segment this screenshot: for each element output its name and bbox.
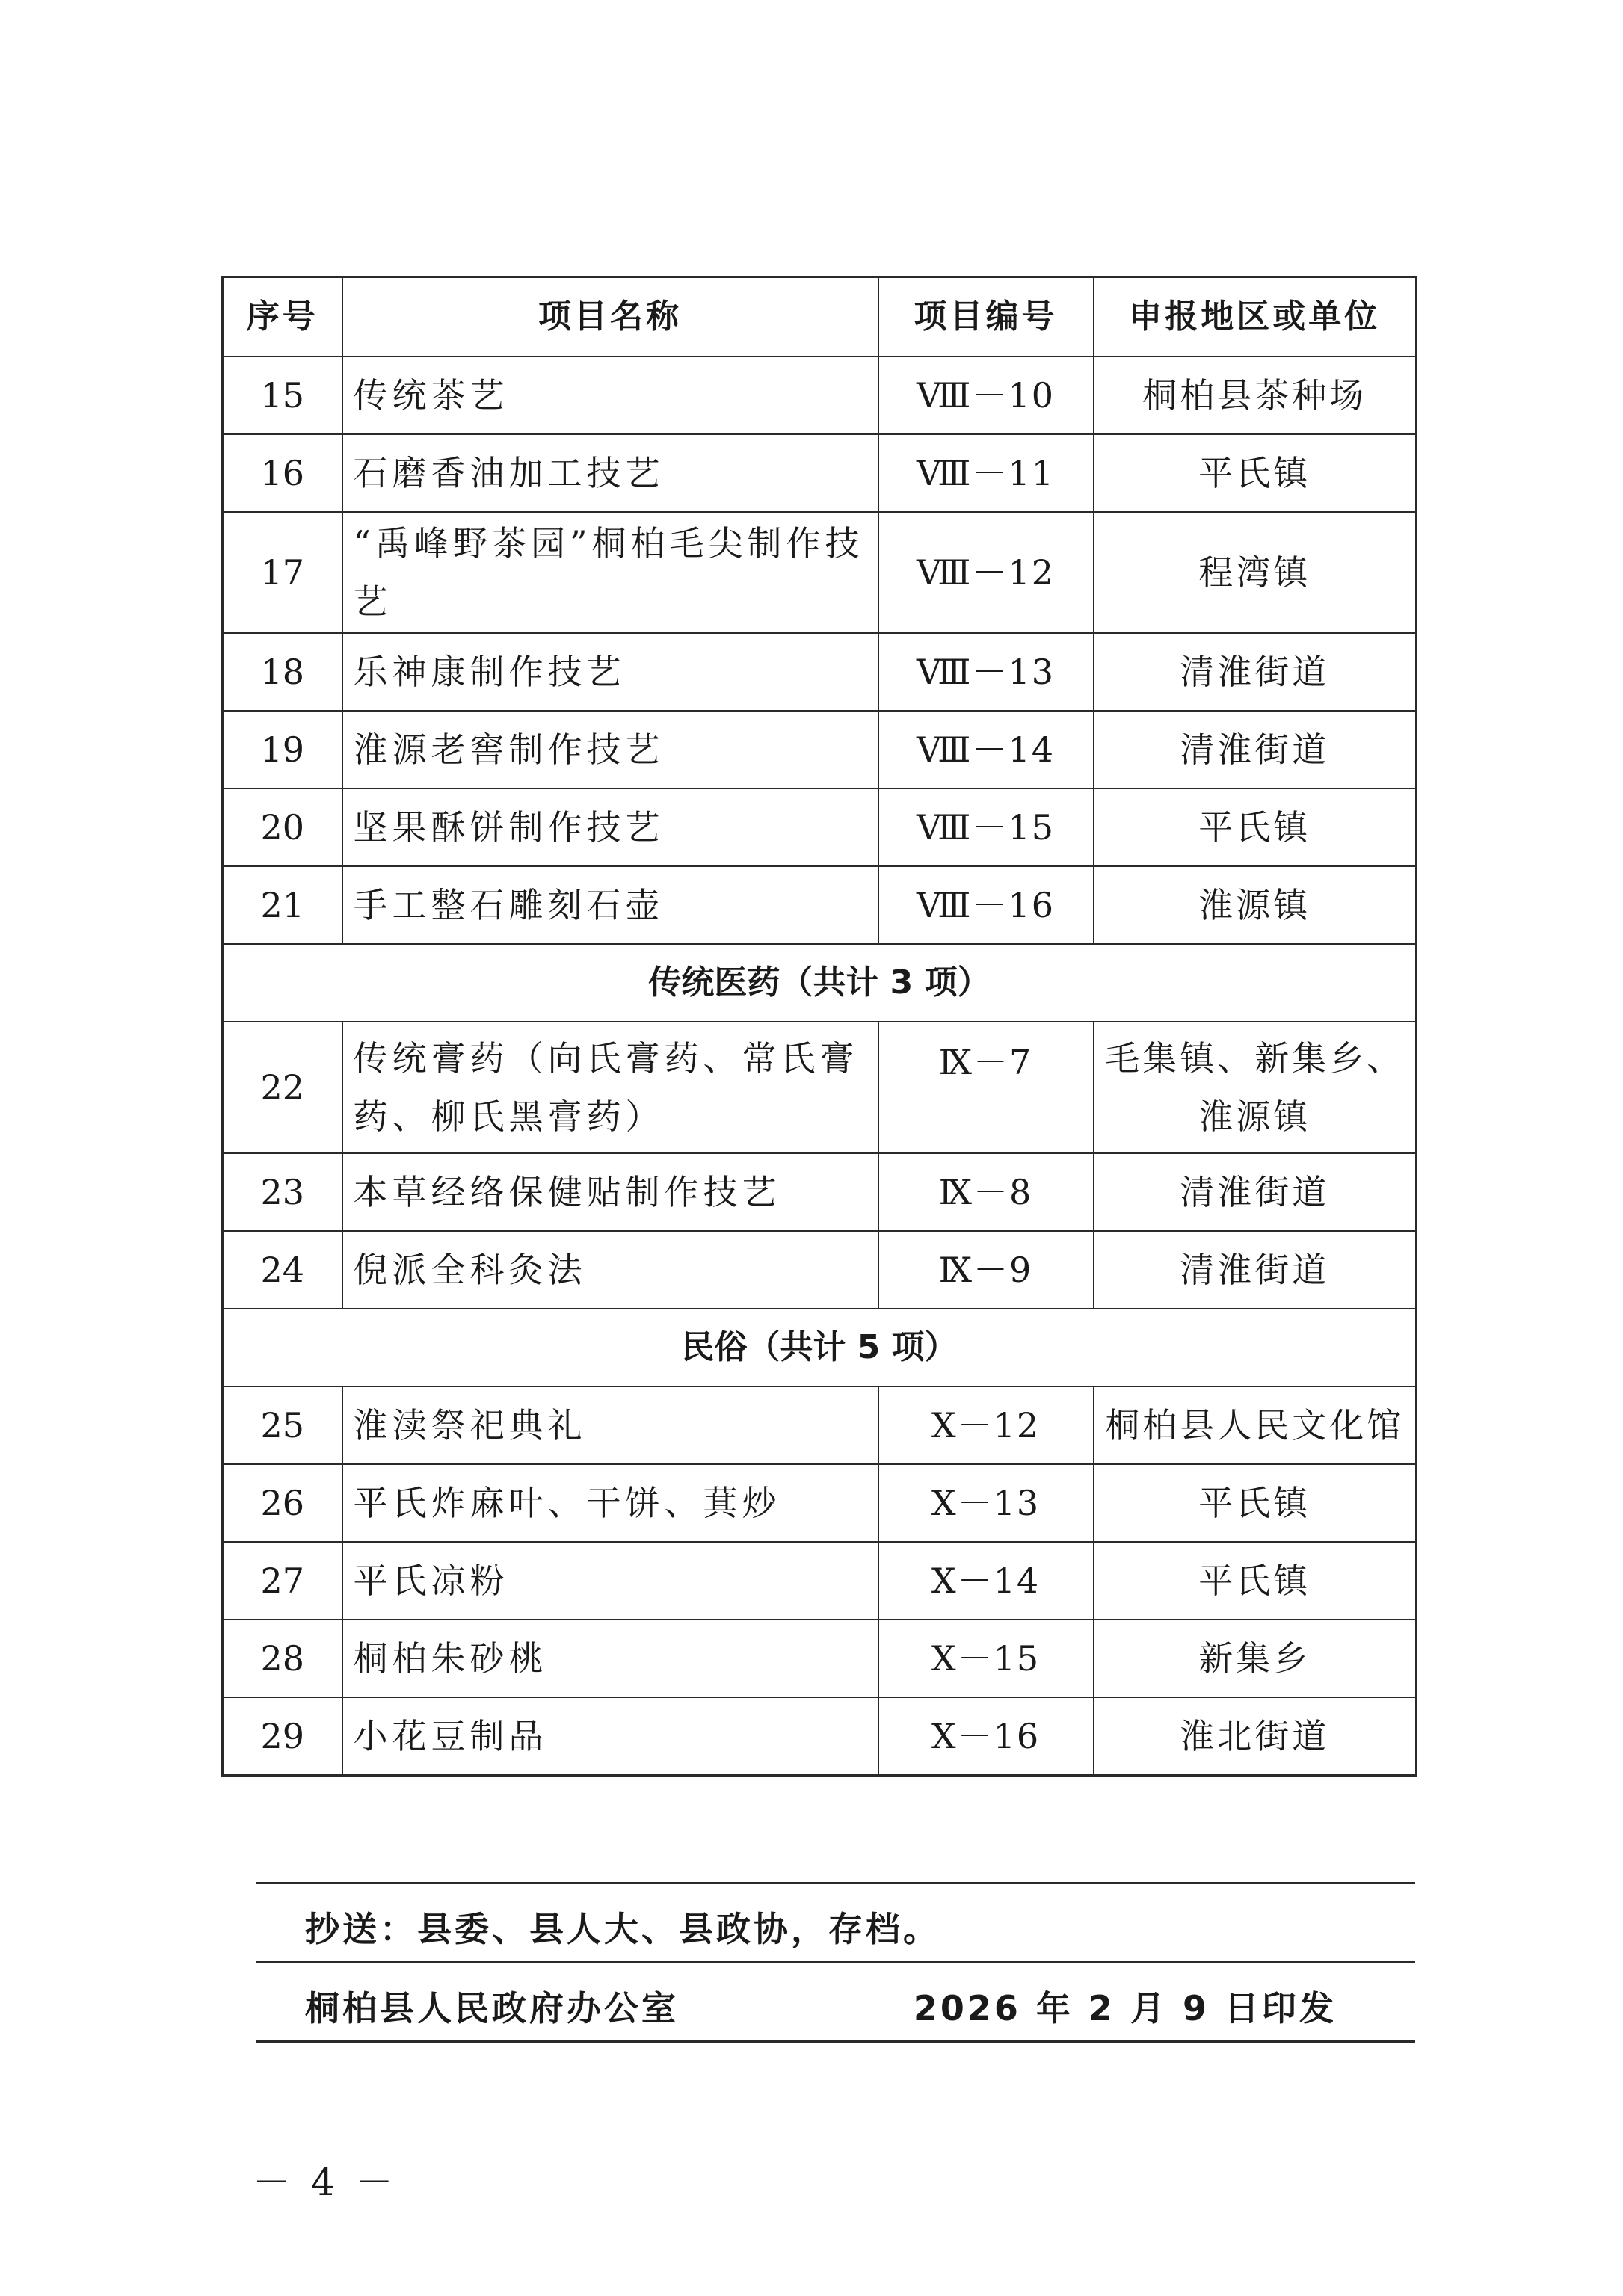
cell-unit: 程湾镇 xyxy=(1094,512,1417,633)
cell-no: 26 xyxy=(223,1464,342,1542)
cell-no: 20 xyxy=(223,789,342,866)
cell-code: Ⅹ－12 xyxy=(878,1386,1094,1464)
cell-name: “禹峰野茶园”桐柏毛尖制作技艺 xyxy=(342,512,878,633)
cell-name: 平氏凉粉 xyxy=(342,1542,878,1620)
cell-name: 坚果酥饼制作技艺 xyxy=(342,789,878,866)
cell-unit: 桐柏县茶种场 xyxy=(1094,357,1417,434)
section-title-folk: 民俗（共计 5 项） xyxy=(223,1309,1417,1386)
cell-name: 本草经络保健贴制作技艺 xyxy=(342,1153,878,1231)
table-row xyxy=(223,357,1417,434)
cell-no: 18 xyxy=(223,633,342,711)
cell-code: Ⅷ－10 xyxy=(878,357,1094,434)
cell-unit: 平氏镇 xyxy=(1094,1542,1417,1620)
footer-rule-middle xyxy=(256,1961,1415,1963)
cell-code: Ⅹ－13 xyxy=(878,1464,1094,1542)
cell-no: 24 xyxy=(223,1231,342,1309)
cell-name: 传统膏药（向氏膏药、常氏膏药、柳氏黑膏药） xyxy=(342,1022,878,1153)
cell-code: Ⅹ－15 xyxy=(878,1620,1094,1697)
cell-code: Ⅸ－7 xyxy=(878,1022,1094,1153)
table-row xyxy=(223,434,1417,512)
cell-unit: 清淮街道 xyxy=(1094,711,1417,789)
section-row-folk xyxy=(223,1309,1417,1386)
cell-name: 桐柏朱砂桃 xyxy=(342,1620,878,1697)
cell-no: 22 xyxy=(223,1022,342,1153)
cell-code: Ⅸ－8 xyxy=(878,1153,1094,1231)
footer-print-date: 2026 年 2 月 9 日印发 xyxy=(913,1988,1337,2028)
header-code: 项目编号 xyxy=(878,277,1094,357)
cell-unit: 新集乡 xyxy=(1094,1620,1417,1697)
cell-name: 传统茶艺 xyxy=(342,357,878,434)
cell-code: Ⅸ－9 xyxy=(878,1231,1094,1309)
cell-no: 21 xyxy=(223,866,342,944)
cell-name: 淮源老窖制作技艺 xyxy=(342,711,878,789)
cell-code: Ⅷ－15 xyxy=(878,789,1094,866)
cell-no: 23 xyxy=(223,1153,342,1231)
table-row xyxy=(223,1022,1417,1153)
table-row xyxy=(223,1231,1417,1309)
cell-unit: 平氏镇 xyxy=(1094,1464,1417,1542)
cell-unit: 淮北街道 xyxy=(1094,1697,1417,1776)
section-title-medicine: 传统医药（共计 3 项） xyxy=(223,944,1417,1022)
footer-issuer: 桐柏县人民政府办公室 xyxy=(305,1988,679,2028)
footer-cc-line: 抄送：县委、县人大、县政协，存档。 xyxy=(305,1909,940,1949)
table-row xyxy=(223,866,1417,944)
cell-no: 27 xyxy=(223,1542,342,1620)
cell-unit: 平氏镇 xyxy=(1094,434,1417,512)
table-row xyxy=(223,1697,1417,1776)
cell-unit: 清淮街道 xyxy=(1094,633,1417,711)
table-row xyxy=(223,512,1417,633)
project-list-table xyxy=(221,276,1417,1777)
table-row xyxy=(223,1542,1417,1620)
cell-name: 平氏炸麻叶、干饼、萁炒 xyxy=(342,1464,878,1542)
footer-rule-bottom xyxy=(256,2040,1415,2043)
cell-code: Ⅹ－16 xyxy=(878,1697,1094,1776)
cell-no: 19 xyxy=(223,711,342,789)
table-row xyxy=(223,789,1417,866)
cell-no: 17 xyxy=(223,512,342,633)
cell-unit: 淮源镇 xyxy=(1094,866,1417,944)
cell-unit: 清淮街道 xyxy=(1094,1231,1417,1309)
cell-name: 石磨香油加工技艺 xyxy=(342,434,878,512)
table-row xyxy=(223,633,1417,711)
header-unit: 申报地区或单位 xyxy=(1094,277,1417,357)
cell-name: 倪派全科灸法 xyxy=(342,1231,878,1309)
cell-code: Ⅷ－12 xyxy=(878,512,1094,633)
cell-name: 乐神康制作技艺 xyxy=(342,633,878,711)
cell-unit: 桐柏县人民文化馆 xyxy=(1094,1386,1417,1464)
cell-code: Ⅹ－14 xyxy=(878,1542,1094,1620)
table-row xyxy=(223,1620,1417,1697)
cell-name: 淮渎祭祀典礼 xyxy=(342,1386,878,1464)
header-no: 序号 xyxy=(223,277,342,357)
cell-unit: 清淮街道 xyxy=(1094,1153,1417,1231)
cell-no: 29 xyxy=(223,1697,342,1776)
cell-name: 小花豆制品 xyxy=(342,1697,878,1776)
cell-no: 15 xyxy=(223,357,342,434)
cell-no: 25 xyxy=(223,1386,342,1464)
cell-code: Ⅷ－16 xyxy=(878,866,1094,944)
table-row xyxy=(223,1153,1417,1231)
cell-no: 16 xyxy=(223,434,342,512)
page-number: － 4 － xyxy=(253,2161,398,2204)
cell-name: 手工整石雕刻石壶 xyxy=(342,866,878,944)
header-name: 项目名称 xyxy=(342,277,878,357)
table-header-row xyxy=(223,277,1417,357)
footer-rule-top xyxy=(256,1882,1415,1884)
cell-code: Ⅷ－13 xyxy=(878,633,1094,711)
cell-unit: 平氏镇 xyxy=(1094,789,1417,866)
cell-code: Ⅷ－14 xyxy=(878,711,1094,789)
table-row xyxy=(223,711,1417,789)
table-row xyxy=(223,1464,1417,1542)
cell-no: 28 xyxy=(223,1620,342,1697)
table-row xyxy=(223,1386,1417,1464)
cell-unit: 毛集镇、新集乡、淮源镇 xyxy=(1094,1022,1417,1153)
cell-code: Ⅷ－11 xyxy=(878,434,1094,512)
section-row-medicine xyxy=(223,944,1417,1022)
